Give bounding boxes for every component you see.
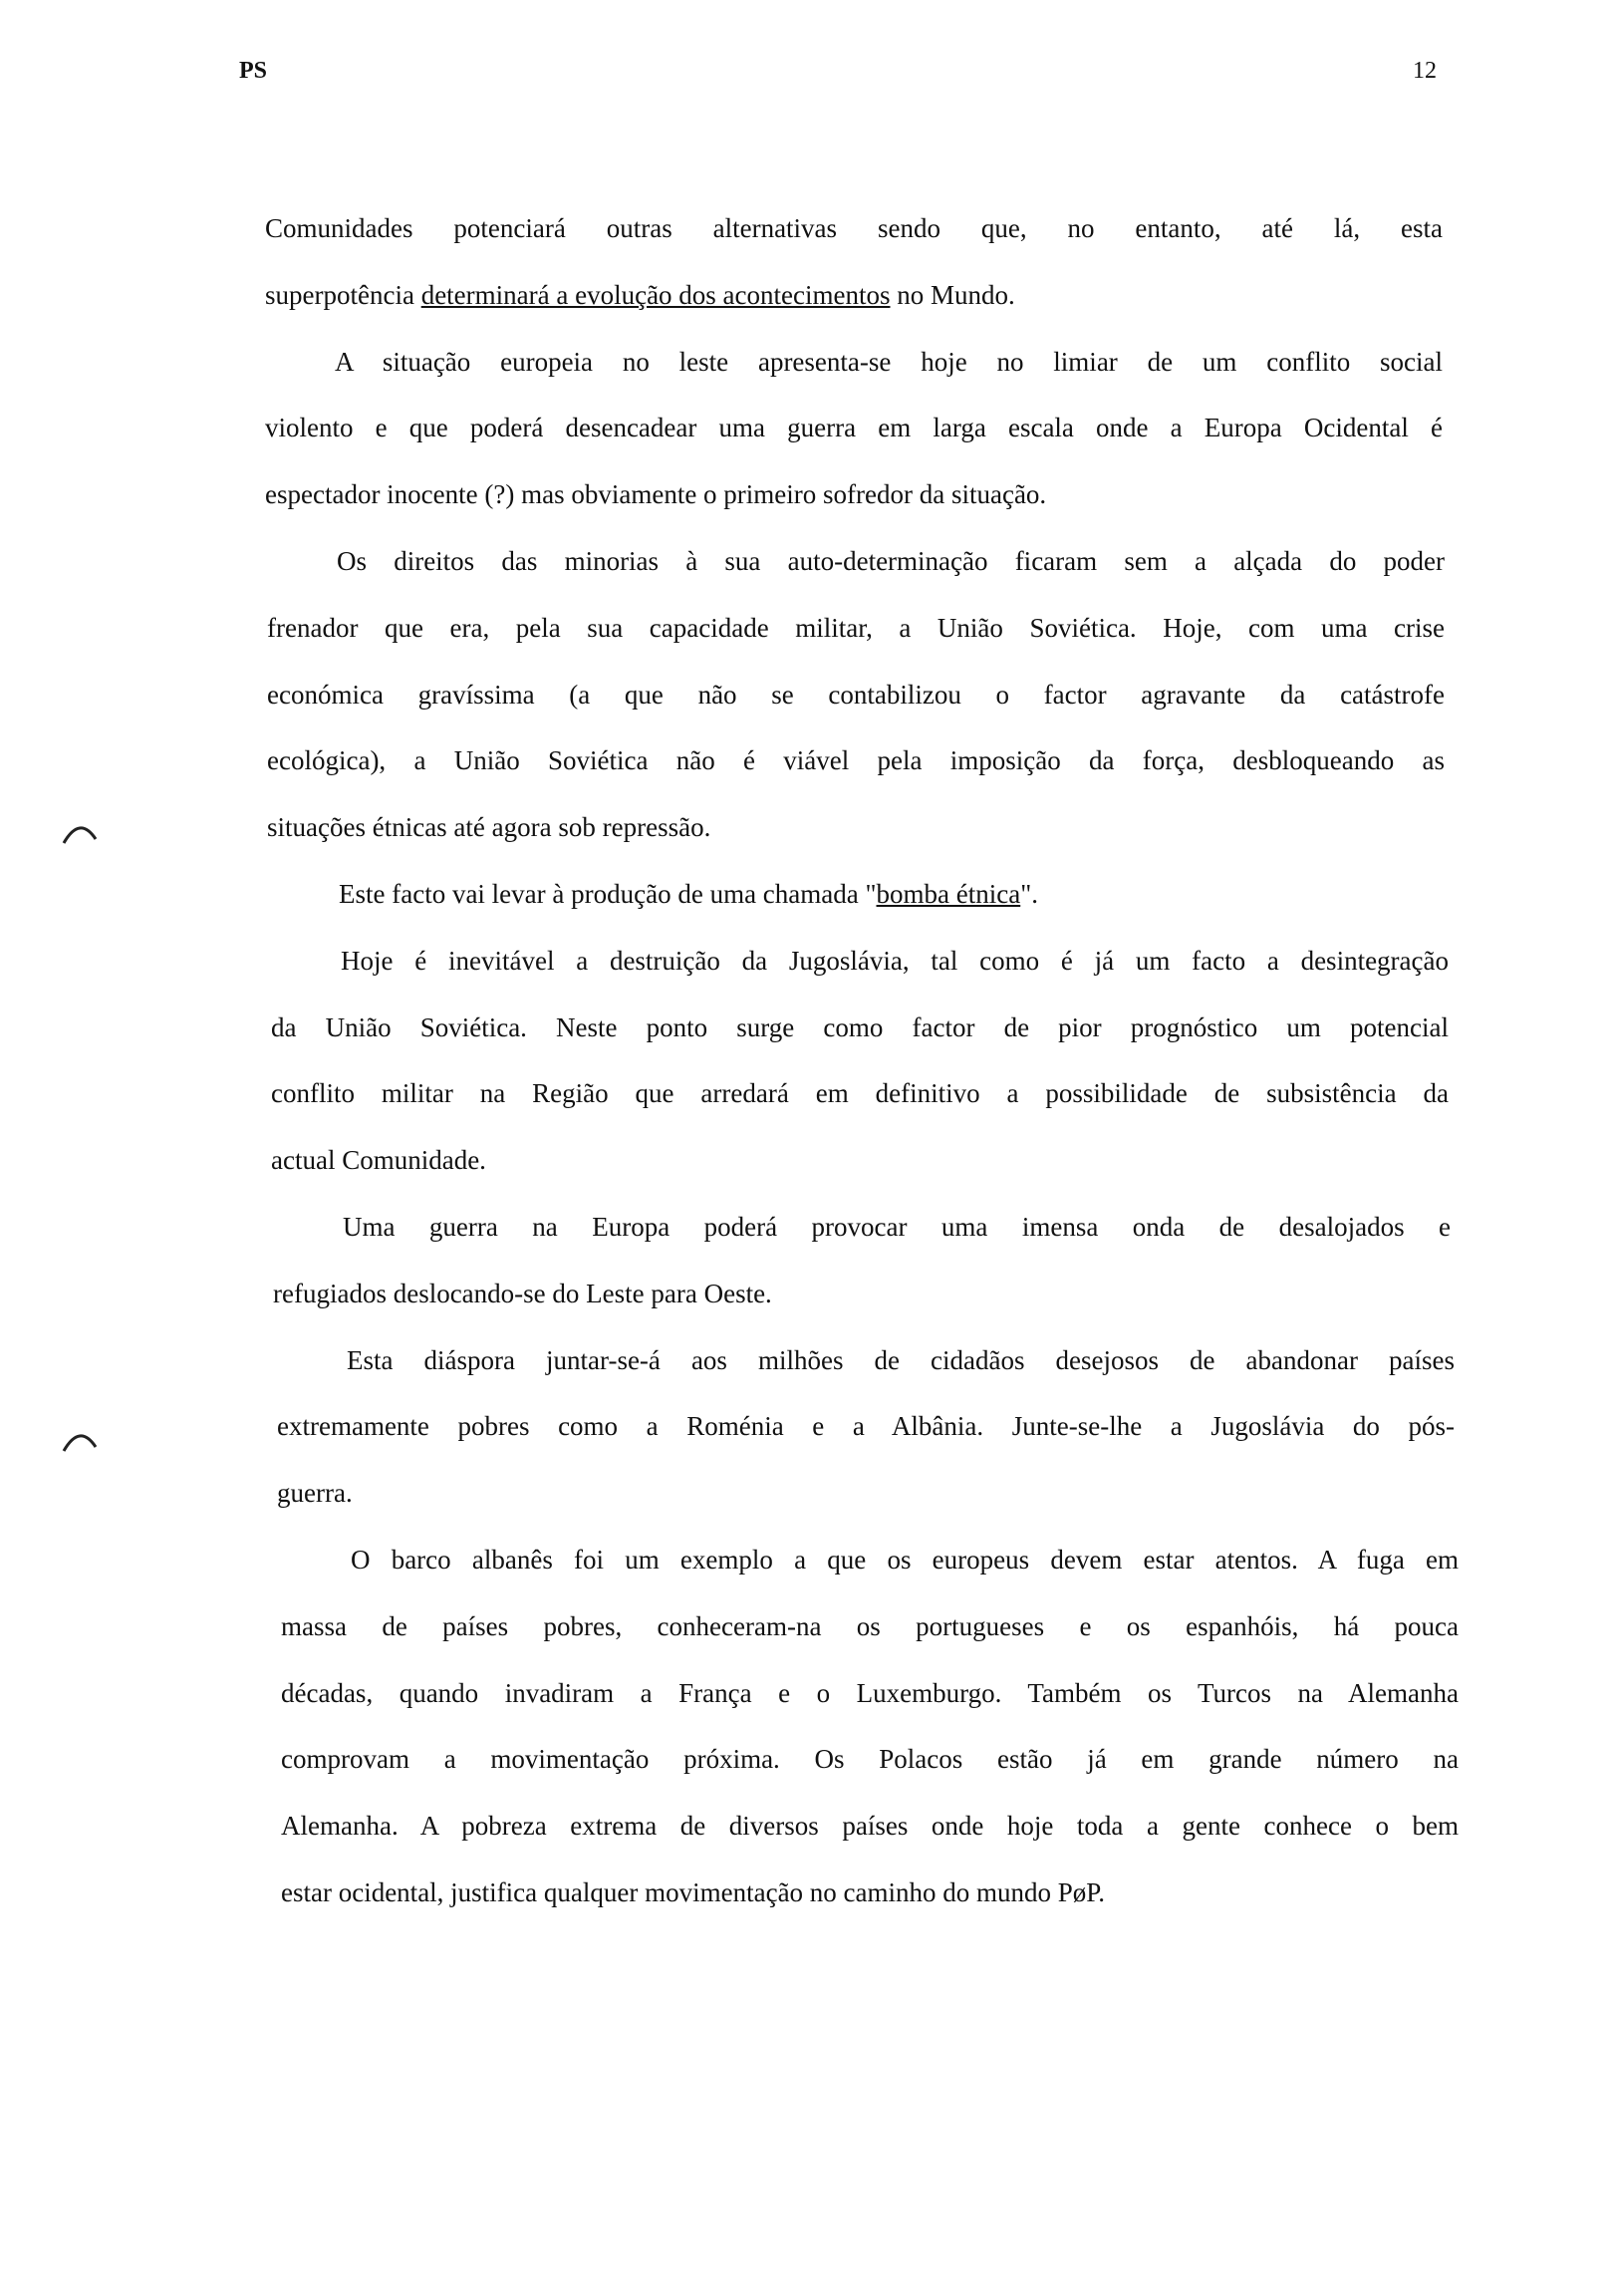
punch-hole-mark-icon	[60, 817, 100, 847]
text-segment: violento e que poderá desencadear uma guerra em larga escala onde a Europa Ocidental é	[265, 413, 1443, 443]
text-segment: superpotência	[265, 279, 421, 310]
paragraph	[0, 1327, 1610, 1527]
text-segment: ecológica), a União Soviética não é viável pela imposição da força, desbloqueando as	[267, 745, 1445, 776]
text-segment: Este facto vai levar à produção de uma chamada "	[339, 878, 877, 909]
page-header-left: PS	[239, 58, 268, 84]
text-line	[281, 1793, 1459, 1860]
text-segment: extremamente pobres como a Roménia e a Albânia. Junte-se-lhe a Jugoslávia do pós-	[277, 1411, 1455, 1442]
text-segment: massa de países pobres, conheceram-na os portugueses e os espanhóis, há pouca	[281, 1610, 1459, 1641]
text-line	[265, 262, 1443, 329]
paragraph	[0, 1527, 1610, 1926]
text-segment: Comunidades potenciará outras alternativas sendo que, no entanto, até lá, esta	[265, 213, 1443, 243]
text-line	[265, 195, 1443, 262]
text-line	[271, 1060, 1449, 1127]
paragraph	[0, 1194, 1610, 1327]
punch-hole-mark-icon	[60, 1425, 100, 1455]
text-line	[271, 995, 1449, 1061]
text-line	[337, 528, 1445, 595]
text-line	[341, 928, 1449, 995]
text-line	[267, 662, 1445, 728]
text-segment: frenador que era, pela sua capacidade militar, a União Soviética. Hoje, com uma crise	[267, 612, 1445, 643]
paragraph	[0, 329, 1610, 528]
text-segment: ".	[1020, 878, 1038, 909]
text-segment: estar ocidental, justifica qualquer movimentação no caminho do mundo PøP.	[281, 1876, 1106, 1907]
text-line	[281, 1660, 1459, 1727]
text-segment: O barco albanês foi um exemplo a que os europeus devem estar atentos. A fuga em	[351, 1544, 1459, 1575]
text-line	[339, 861, 1447, 928]
text-line	[281, 1726, 1459, 1793]
text-line	[335, 329, 1443, 396]
text-segment: no Mundo.	[890, 279, 1015, 310]
text-segment: décadas, quando invadiram a França e o Luxemburgo. Também os Turcos na Alemanha	[281, 1677, 1459, 1708]
underlined-text: bomba étnica	[876, 878, 1021, 909]
underlined-text: determinará a evolução dos acontecimentos	[420, 279, 891, 310]
document-body	[0, 195, 1610, 1926]
paragraph	[0, 928, 1610, 1194]
text-segment: Uma guerra na Europa poderá provocar uma imensa onda de desalojados e	[343, 1211, 1451, 1242]
paragraph	[0, 861, 1610, 928]
text-segment: conflito militar na Região que arredará em definitivo a possibilidade de subsistência da	[271, 1078, 1449, 1109]
paragraph	[0, 528, 1610, 861]
text-line	[265, 395, 1443, 461]
text-segment: guerra.	[277, 1478, 353, 1509]
text-segment: Hoje é inevitável a destruição da Jugoslávia, tal como é já um facto a desintegração	[341, 945, 1449, 976]
text-line	[267, 595, 1445, 662]
text-segment: Esta diáspora juntar-se-á aos milhões de cidadãos desejosos de abandonar países	[347, 1344, 1455, 1375]
text-line	[267, 727, 1445, 794]
text-line	[347, 1327, 1455, 1394]
text-line	[277, 1393, 1455, 1460]
text-line	[351, 1527, 1459, 1593]
text-line	[277, 1460, 1455, 1527]
text-segment: económica gravíssima (a que não se contabilizou o factor agravante da catástrofe	[267, 679, 1445, 710]
text-line	[343, 1194, 1451, 1261]
text-line	[265, 461, 1443, 528]
text-line	[271, 1127, 1449, 1194]
paragraph	[0, 195, 1610, 329]
text-segment: actual Comunidade.	[271, 1145, 486, 1176]
text-segment: refugiados deslocando-se do Leste para Oeste.	[273, 1278, 772, 1308]
text-segment: espectador inocente (?) mas obviamente o primeiro sofredor da situação.	[265, 479, 1047, 510]
text-segment: comprovam a movimentação próxima. Os Polacos estão já em grande número na	[281, 1744, 1459, 1775]
text-line	[281, 1860, 1459, 1926]
text-line	[267, 794, 1445, 861]
text-segment: da União Soviética. Neste ponto surge como factor de pior prognóstico um potencial	[271, 1011, 1449, 1042]
text-segment: situações étnicas até agora sob repressão.	[267, 812, 711, 843]
page-number: 12	[1413, 58, 1437, 84]
text-segment: A situação europeia no leste apresenta-se hoje no limiar de um conflito social	[335, 346, 1443, 377]
text-segment: Os direitos das minorias à sua auto-determinação ficaram sem a alçada do poder	[337, 545, 1445, 576]
text-line	[273, 1261, 1451, 1327]
text-segment: Alemanha. A pobreza extrema de diversos países onde hoje toda a gente conhece o bem	[281, 1811, 1459, 1842]
text-line	[281, 1593, 1459, 1660]
